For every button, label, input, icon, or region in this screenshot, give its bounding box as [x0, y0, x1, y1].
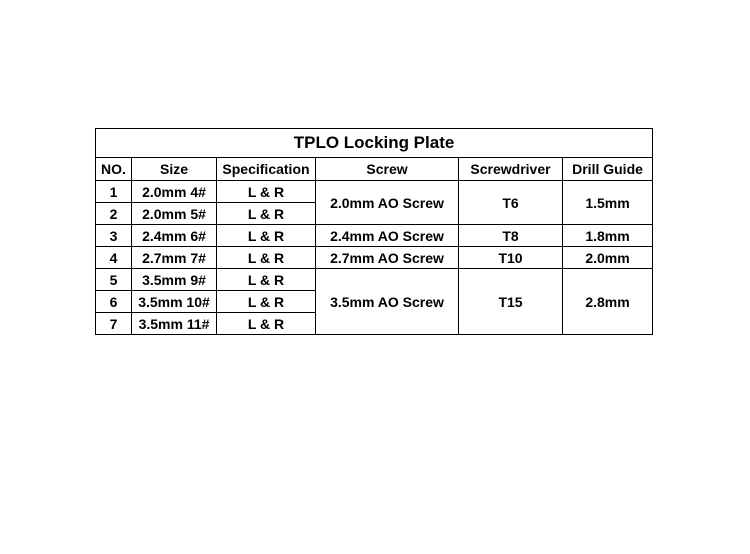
cell-screwdriver: T10: [459, 247, 563, 269]
cell-size: 2.0mm 4#: [132, 181, 217, 203]
header-row: [96, 158, 653, 181]
cell-no: 3: [96, 225, 132, 247]
cell-spec: L & R: [217, 269, 316, 291]
cell-spec: L & R: [217, 203, 316, 225]
header-size: Size: [132, 158, 217, 181]
header-screwdriver: Screwdriver: [459, 158, 563, 181]
cell-drill-guide: 2.0mm: [563, 247, 653, 269]
header-drill-guide: Drill Guide: [563, 158, 653, 181]
cell-size: 3.5mm 11#: [132, 313, 217, 335]
cell-spec: L & R: [217, 225, 316, 247]
cell-screw: 3.5mm AO Screw: [316, 269, 459, 335]
table-title: TPLO Locking Plate: [96, 129, 653, 158]
table-row: [96, 181, 653, 203]
cell-spec: L & R: [217, 181, 316, 203]
cell-no: 2: [96, 203, 132, 225]
cell-size: 2.4mm 6#: [132, 225, 217, 247]
cell-size: 2.7mm 7#: [132, 247, 217, 269]
table-row: [96, 247, 653, 269]
cell-spec: L & R: [217, 247, 316, 269]
cell-size: 2.0mm 5#: [132, 203, 217, 225]
cell-no: 6: [96, 291, 132, 313]
cell-screwdriver: T6: [459, 181, 563, 225]
cell-drill-guide: 1.8mm: [563, 225, 653, 247]
cell-spec: L & R: [217, 291, 316, 313]
cell-screw: 2.4mm AO Screw: [316, 225, 459, 247]
cell-no: 5: [96, 269, 132, 291]
cell-size: 3.5mm 9#: [132, 269, 217, 291]
header-no: NO.: [96, 158, 132, 181]
cell-no: 4: [96, 247, 132, 269]
cell-screw: 2.7mm AO Screw: [316, 247, 459, 269]
table-row: [96, 269, 653, 291]
cell-screwdriver: T15: [459, 269, 563, 335]
cell-screw: 2.0mm AO Screw: [316, 181, 459, 225]
header-specification: Specification: [217, 158, 316, 181]
header-screw: Screw: [316, 158, 459, 181]
cell-drill-guide: 1.5mm: [563, 181, 653, 225]
cell-size: 3.5mm 10#: [132, 291, 217, 313]
cell-no: 7: [96, 313, 132, 335]
cell-screwdriver: T8: [459, 225, 563, 247]
table-row: [96, 225, 653, 247]
cell-spec: L & R: [217, 313, 316, 335]
tplo-spec-table: [95, 128, 653, 335]
cell-drill-guide: 2.8mm: [563, 269, 653, 335]
title-row: [96, 129, 653, 158]
cell-no: 1: [96, 181, 132, 203]
